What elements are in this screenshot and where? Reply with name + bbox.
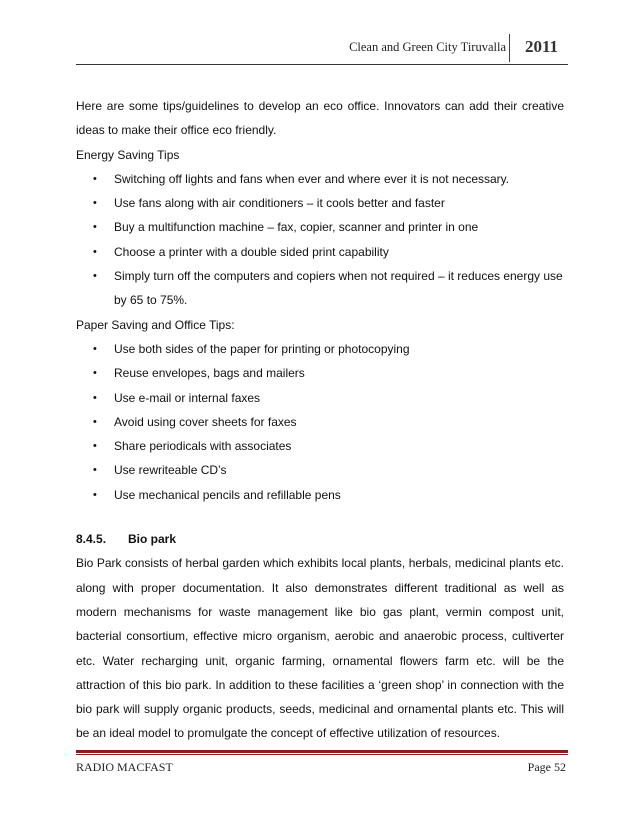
list-item: • Use fans along with air conditioners – it cools better and faster [76,191,564,215]
list-item: • Buy a multifunction machine – fax, copier, scanner and printer in one [76,215,564,239]
paper-heading: Paper Saving and Office Tips: [76,317,235,332]
bullet-icon: • [93,464,97,477]
list-item: • Choose a printer with a double sided print capability [76,240,564,264]
header-divider [509,34,510,62]
header-year: 2011 [524,37,558,56]
page-number: Page 52 [527,760,566,774]
section-number: 8.4.5. [76,532,107,547]
footer-rule [76,750,568,753]
section-title: Bio park [128,532,177,547]
biopark-paragraph: Bio Park consists of herbal garden which exhibits local plants, herbals, medicinal plants etc. along with proper documentation. It also demonstrates different traditional as well as modern mechanisms for waste management like bio gas plant, vermin compost unit, bacterial consortium, effective micro organism, aerobic and anaerobic process, cultiverter etc. Water recharging unit, organic farming, ornamental flowers farm etc. will be the attraction of this bio park. In addition to these facilities a ‘green shop’ in connection with the bio park will supply organic products, seeds, medicinal and ornamental plants etc. This will be an ideal model to promulgate the concept of effective utilization of resources. [76,556,564,741]
list-item: • Share periodicals with associates [76,434,564,458]
bullet-icon: • [93,197,97,210]
bullet-icon: • [93,221,97,234]
page-content [76,94,564,746]
paper-tips-list [76,337,564,507]
footer-rule-thin [76,754,568,755]
intro-paragraph: Here are some tips/guidelines to develop an eco office. Innovators can add their creative ideas to make their office eco friendly. [76,99,564,138]
list-item: • Use mechanical pencils and refillable pens [76,483,564,507]
bullet-icon: • [93,488,97,501]
bullet-icon: • [93,440,97,453]
list-item: • Simply turn off the computers and copiers when not required – it reduces energy use by 65 to 75%. [76,264,564,313]
bullet-icon: • [93,415,97,428]
energy-tips-list [76,167,564,313]
section-heading [76,527,564,551]
list-item: • Use e-mail or internal faxes [76,386,564,410]
bullet-icon: • [93,172,97,185]
list-item: • Use both sides of the paper for printing or photocopying [76,337,564,361]
list-item: • Reuse envelopes, bags and mailers [76,361,564,385]
bullet-icon: • [93,270,97,283]
header-rule [76,64,568,65]
page-header [76,34,568,64]
list-item: • Use rewriteable CD’s [76,458,564,482]
list-item: • Avoid using cover sheets for faxes [76,410,564,434]
bullet-icon: • [93,245,97,258]
header-title: Clean and Green City Tiruvalla [349,40,506,54]
bullet-icon: • [93,342,97,355]
bullet-icon: • [93,367,97,380]
bullet-icon: • [93,391,97,404]
footer-organization: RADIO MACFAST [76,760,173,774]
energy-heading: Energy Saving Tips [76,147,180,162]
list-item: • Switching off lights and fans when ever and where ever it is not necessary. [76,167,564,191]
